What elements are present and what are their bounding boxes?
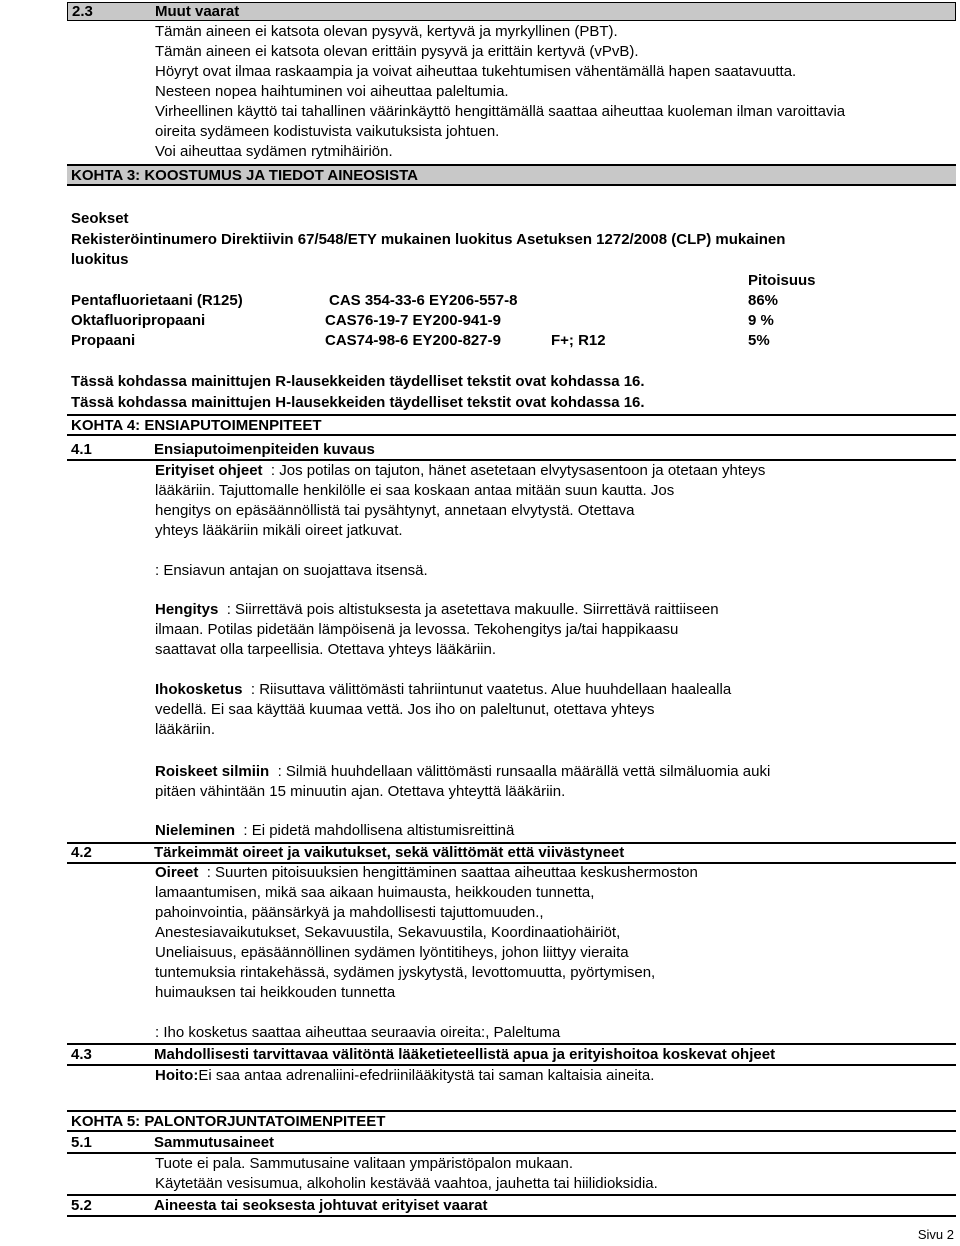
kohta-title: KOHTA 3: KOOSTUMUS JA TIEDOT AINEOSISTA (71, 167, 418, 184)
component-name: Oktafluoripropaani (71, 312, 206, 329)
subsection-4-3 (67, 1045, 956, 1065)
text-line: pahoinvointia, päänsärkyä ja mahdollisesti tajuttomuuden., (155, 904, 544, 921)
kohta-title: KOHTA 4: ENSIAPUTOIMENPITEET (71, 417, 322, 434)
nieleminen (155, 821, 514, 841)
section-number: 5.1 (71, 1134, 92, 1151)
text-line: Tuote ei pala. Sammutusaine valitaan ympäristöpalon mukaan. (155, 1155, 574, 1172)
section-number: 4.1 (71, 441, 92, 458)
section-title: Ensiaputoimenpiteiden kuvaus (154, 441, 375, 458)
field-text: : Suurten pitoisuuksien hengittäminen saattaa aiheuttaa keskushermoston (206, 864, 698, 881)
divider (67, 1215, 956, 1217)
text-line: Nesteen nopea haihtuminen voi aiheuttaa paleltumia. (155, 83, 509, 100)
field-label: Roiskeet silmiin (155, 763, 270, 780)
section-number: 4.2 (71, 844, 92, 861)
ensiavun-antaja: : Ensiavun antajan on suojattava itsensä. (155, 562, 428, 579)
field-label: Hengitys (155, 601, 219, 618)
divider (67, 842, 956, 844)
h-phrases-note: Tässä kohdassa mainittujen H-lausekkeiden täydelliset tekstit ovat kohdassa 16. (71, 394, 645, 411)
field-text: : Ei pidetä mahdollisena altistumisreittinä (243, 822, 515, 839)
component-name: Propaani (71, 332, 136, 349)
component-cas: CAS76-19-7 EY200-941-9 (325, 312, 501, 329)
component-pct: 9 % (748, 312, 774, 329)
kohta-title: KOHTA 5: PALONTORJUNTATOIMENPITEET (71, 1113, 386, 1130)
erityiset-ohjeet (155, 461, 765, 481)
section-number: 2.3 (72, 3, 93, 20)
text-line: Virheellinen käyttö tai tahallinen väärinkäyttö hengittämällä saattaa aiheuttaa kuoleman ilman varoittavia (155, 103, 846, 120)
text-line: lääkäriin. Tajuttomalle henkilölle ei saa koskaan antaa mitään suun kautta. Jos (155, 482, 675, 499)
pitoisuus-header: Pitoisuus (748, 272, 816, 289)
field-text: : Silmiä huuhdellaan välittömästi runsaalla määrällä vettä silmäluomia auki (277, 763, 771, 780)
text-line: ilmaan. Potilas pidetään lämpöisenä ja levossa. Tekohengitys ja/tai happikaasu (155, 621, 679, 638)
subsection-4-2 (67, 843, 956, 863)
text-line: yhteys lääkäriin mikäli oireet jatkuvat. (155, 522, 403, 539)
field-text: : Jos potilas on tajuton, hänet asetetaan elvytysasentoon ja otetaan yhteys (270, 462, 766, 479)
section-number: 4.3 (71, 1046, 92, 1063)
subsection-5-2 (67, 1196, 956, 1216)
field-label: Ihokosketus (155, 681, 243, 698)
subsection-5-1 (67, 1133, 956, 1153)
section-title: Aineesta tai seoksesta johtuvat erityiset vaarat (154, 1197, 488, 1214)
kohta-3-header (67, 164, 956, 186)
text-line: Voi aiheuttaa sydämen rytmihäiriön. (155, 143, 393, 160)
field-text: Ei saa antaa adrenaliini-efedriinilääkitystä tai saman kaltaisia aineita. (198, 1067, 655, 1084)
text-line: huimauksen tai heikkouden tunnetta (155, 984, 396, 1001)
kohta-5-header (67, 1110, 956, 1132)
field-text: : Riisuttava välittömästi tahriintunut vaatetus. Alue huuhdellaan haalealla (250, 681, 732, 698)
hengitys (155, 600, 719, 620)
registration-header: Rekisteröintinumero Direktiivin 67/548/ETY mukainen luokitus Asetuksen 1272/2008 (CLP) mukainen (71, 231, 786, 248)
text-line: oireita sydämeen kodistuvista vaikutuksista johtuen. (155, 123, 500, 140)
ihokosketus (155, 680, 731, 700)
field-label: Oireet (155, 864, 199, 881)
text-line: Tämän aineen ei katsota olevan erittäin pysyvä ja erittäin kertyvä (vPvB). (155, 43, 639, 60)
text-line: Uneliaisuus, epäsäännöllinen sydämen lyöntitiheys, johon liittyy vieraita (155, 944, 629, 961)
component-cas: CAS74-98-6 EY200-827-9 (325, 332, 501, 349)
section-title: Sammutusaineet (154, 1134, 275, 1151)
section-title: Mahdollisesti tarvittavaa välitöntä lääketieteellistä apua ja erityishoitoa koskevat ohjeet (154, 1046, 776, 1063)
text-line: Anestesiavaikutukset, Sekavuustila, Sekavuustila, Koordinaatiohäiriöt, (155, 924, 621, 941)
text-line: vedellä. Ei saa käyttää kuumaa vettä. Jos iho on paleltunut, otettava yhteys (155, 701, 655, 718)
text-line: lääkäriin. (155, 721, 216, 738)
section-title: Tärkeimmät oireet ja vaikutukset, sekä välittömät että viivästyneet (154, 844, 625, 861)
text-line: Käytetään vesisumua, alkoholin kestävää vaahtoa, jauhetta tai hiilidioksidia. (155, 1175, 658, 1192)
seokset-label: Seokset (71, 210, 129, 227)
text-line: tuntemuksia rintakehässä, sydämen jyskytystä, levottomuutta, pyörtymisen, (155, 964, 656, 981)
text-line: hengitys on epäsäännöllistä tai pysähtynyt, annetaan elvytystä. Otettava (155, 502, 635, 519)
text-line: Höyryt ovat ilmaa raskaampia ja voivat aiheuttaa tukehtumisen vähentämällä hapen saatavuutta. (155, 63, 797, 80)
subsection-4-1 (67, 440, 956, 460)
field-label: Hoito: (155, 1067, 199, 1084)
component-cas: CAS 354-33-6 EY206-557-8 (329, 292, 518, 309)
text-line: Tämän aineen ei katsota olevan pysyvä, kertyvä ja myrkyllinen (PBT). (155, 23, 618, 40)
component-pct: 5% (748, 332, 770, 349)
iho-oireet: : Iho kosketus saattaa aiheuttaa seuraavia oireita:, Paleltuma (155, 1024, 561, 1041)
section-2-3-header (67, 2, 956, 21)
roiskeet-silmiin (155, 762, 770, 782)
component-name: Pentafluorietaani (R125) (71, 292, 243, 309)
hoito (155, 1066, 654, 1086)
oireet (155, 863, 698, 883)
text-line: saattavat olla tarpeellisia. Otettava yhteys lääkäriin. (155, 641, 497, 658)
component-pct: 86% (748, 292, 779, 309)
field-label: Erityiset ohjeet (155, 462, 263, 479)
r-phrases-note: Tässä kohdassa mainittujen R-lausekkeiden täydelliset tekstit ovat kohdassa 16. (71, 373, 645, 390)
text-line: lamaantumisen, mikä saa aikaan huimausta, heikkouden tunnetta, (155, 884, 595, 901)
section-title: Muut vaarat (155, 3, 240, 20)
field-text: : Siirrettävä pois altistuksesta ja asetettava makuulle. Siirrettävä raittiiseen (226, 601, 719, 618)
section-number: 5.2 (71, 1197, 92, 1214)
registration-header-cont: luokitus (71, 251, 129, 268)
page-number: Sivu 2 (917, 1227, 954, 1242)
component-class: F+; R12 (551, 332, 606, 349)
kohta-4-header (67, 414, 956, 436)
field-label: Nieleminen (155, 822, 236, 839)
text-line: pitäen vähintään 15 minuutin ajan. Otettava yhteyttä lääkäriin. (155, 783, 566, 800)
